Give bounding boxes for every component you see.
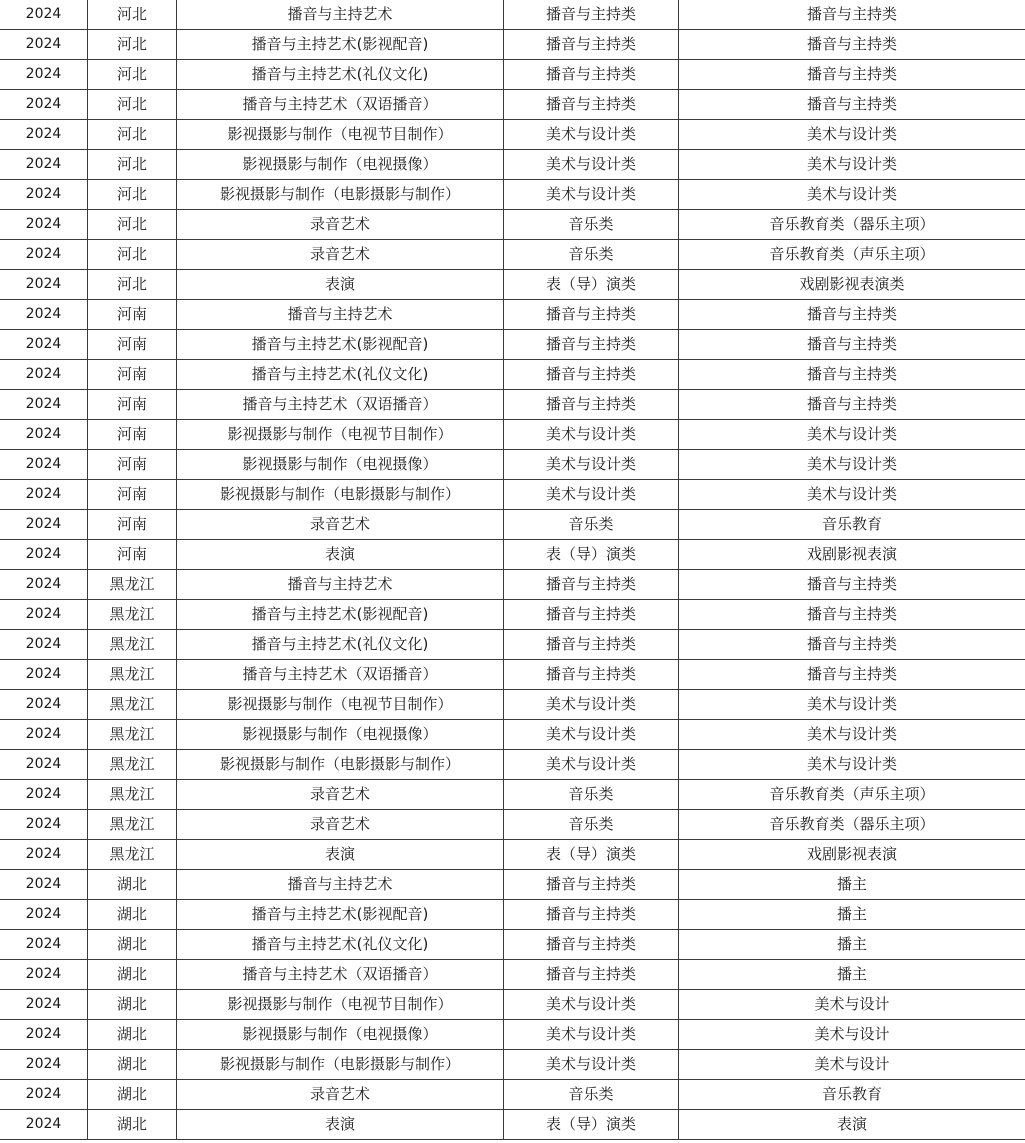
- major-cell: 录音艺术: [177, 810, 504, 840]
- exam-category-cell: 美术与设计类: [679, 480, 1025, 510]
- province-cell: 湖北: [88, 1050, 177, 1080]
- major-cell: 播音与主持艺术: [177, 570, 504, 600]
- province-cell: 黑龙江: [88, 600, 177, 630]
- province-cell: 黑龙江: [88, 570, 177, 600]
- table-row: [0, 270, 1025, 300]
- year-cell: 2024: [0, 720, 88, 750]
- province-cell: 黑龙江: [88, 660, 177, 690]
- category-cell: 美术与设计类: [504, 150, 679, 180]
- category-cell: 表（导）演类: [504, 270, 679, 300]
- major-cell: 影视摄影与制作（电影摄影与制作）: [177, 480, 504, 510]
- exam-category-cell: 美术与设计: [679, 1050, 1025, 1080]
- major-cell: 影视摄影与制作（电视节目制作）: [177, 120, 504, 150]
- major-cell: 影视摄影与制作（电影摄影与制作）: [177, 750, 504, 780]
- province-cell: 黑龙江: [88, 840, 177, 870]
- category-cell: 美术与设计类: [504, 420, 679, 450]
- major-cell: 影视摄影与制作（电影摄影与制作）: [177, 180, 504, 210]
- year-cell: 2024: [0, 1020, 88, 1050]
- category-cell: 播音与主持类: [504, 30, 679, 60]
- province-cell: 河北: [88, 210, 177, 240]
- province-cell: 河南: [88, 480, 177, 510]
- major-cell: 影视摄影与制作（电视节目制作）: [177, 690, 504, 720]
- table-row: [0, 450, 1025, 480]
- table-row: [0, 60, 1025, 90]
- major-cell: 播音与主持艺术(礼仪文化): [177, 60, 504, 90]
- table-row: [0, 870, 1025, 900]
- year-cell: 2024: [0, 510, 88, 540]
- table-row: [0, 480, 1025, 510]
- exam-category-cell: 戏剧影视表演: [679, 840, 1025, 870]
- table-row: [0, 1020, 1025, 1050]
- year-cell: 2024: [0, 480, 88, 510]
- category-cell: 美术与设计类: [504, 690, 679, 720]
- category-cell: 音乐类: [504, 1080, 679, 1110]
- table-row: [0, 900, 1025, 930]
- table-row: [0, 240, 1025, 270]
- table-row: [0, 300, 1025, 330]
- year-cell: 2024: [0, 990, 88, 1020]
- table-row: [0, 420, 1025, 450]
- province-cell: 黑龙江: [88, 630, 177, 660]
- exam-category-cell: 美术与设计: [679, 990, 1025, 1020]
- table-row: [0, 1110, 1025, 1140]
- year-cell: 2024: [0, 1050, 88, 1080]
- major-cell: 播音与主持艺术(礼仪文化): [177, 930, 504, 960]
- major-cell: 播音与主持艺术(礼仪文化): [177, 360, 504, 390]
- year-cell: 2024: [0, 30, 88, 60]
- major-cell: 录音艺术: [177, 510, 504, 540]
- table-row: [0, 660, 1025, 690]
- category-cell: 播音与主持类: [504, 930, 679, 960]
- province-cell: 河北: [88, 270, 177, 300]
- year-cell: 2024: [0, 930, 88, 960]
- province-cell: 河北: [88, 240, 177, 270]
- year-cell: 2024: [0, 540, 88, 570]
- year-cell: 2024: [0, 960, 88, 990]
- province-cell: 河北: [88, 120, 177, 150]
- table-row: [0, 930, 1025, 960]
- category-cell: 播音与主持类: [504, 390, 679, 420]
- exam-category-cell: 播音与主持类: [679, 570, 1025, 600]
- province-cell: 河南: [88, 420, 177, 450]
- province-cell: 河南: [88, 360, 177, 390]
- major-cell: 影视摄影与制作（电视摄像）: [177, 150, 504, 180]
- major-cell: 录音艺术: [177, 210, 504, 240]
- exam-category-cell: 播音与主持类: [679, 390, 1025, 420]
- table-row: [0, 720, 1025, 750]
- category-cell: 播音与主持类: [504, 570, 679, 600]
- year-cell: 2024: [0, 870, 88, 900]
- exam-category-cell: 美术与设计类: [679, 150, 1025, 180]
- year-cell: 2024: [0, 150, 88, 180]
- category-cell: 播音与主持类: [504, 870, 679, 900]
- exam-category-cell: 美术与设计类: [679, 750, 1025, 780]
- exam-category-cell: 播主: [679, 930, 1025, 960]
- exam-category-cell: 美术与设计类: [679, 450, 1025, 480]
- year-cell: 2024: [0, 1080, 88, 1110]
- exam-category-cell: 音乐教育类（声乐主项）: [679, 780, 1025, 810]
- exam-category-cell: 美术与设计类: [679, 420, 1025, 450]
- year-cell: 2024: [0, 90, 88, 120]
- major-cell: 播音与主持艺术: [177, 300, 504, 330]
- exam-category-cell: 音乐教育类（声乐主项）: [679, 240, 1025, 270]
- province-cell: 河南: [88, 450, 177, 480]
- province-cell: 黑龙江: [88, 690, 177, 720]
- category-cell: 音乐类: [504, 810, 679, 840]
- exam-category-cell: 播音与主持类: [679, 60, 1025, 90]
- year-cell: 2024: [0, 120, 88, 150]
- table-row: [0, 390, 1025, 420]
- exam-category-cell: 播主: [679, 960, 1025, 990]
- major-cell: 播音与主持艺术(礼仪文化): [177, 630, 504, 660]
- category-cell: 播音与主持类: [504, 960, 679, 990]
- major-cell: 播音与主持艺术: [177, 870, 504, 900]
- province-cell: 黑龙江: [88, 810, 177, 840]
- province-cell: 河北: [88, 0, 177, 30]
- exam-category-cell: 播音与主持类: [679, 0, 1025, 30]
- category-cell: 音乐类: [504, 210, 679, 240]
- major-cell: 影视摄影与制作（电视摄像）: [177, 450, 504, 480]
- province-cell: 河北: [88, 60, 177, 90]
- category-cell: 播音与主持类: [504, 90, 679, 120]
- category-cell: 播音与主持类: [504, 0, 679, 30]
- exam-category-cell: 播音与主持类: [679, 660, 1025, 690]
- exam-category-cell: 播音与主持类: [679, 600, 1025, 630]
- exam-category-cell: 播音与主持类: [679, 330, 1025, 360]
- table-row: [0, 1080, 1025, 1110]
- table-row: [0, 210, 1025, 240]
- major-cell: 影视摄影与制作（电视节目制作）: [177, 420, 504, 450]
- category-cell: 美术与设计类: [504, 480, 679, 510]
- major-cell: 播音与主持艺术（双语播音）: [177, 960, 504, 990]
- province-cell: 河南: [88, 510, 177, 540]
- province-cell: 湖北: [88, 990, 177, 1020]
- table-row: [0, 360, 1025, 390]
- major-cell: 表演: [177, 1110, 504, 1140]
- exam-category-cell: 美术与设计类: [679, 120, 1025, 150]
- exam-category-cell: 播主: [679, 870, 1025, 900]
- major-cell: 表演: [177, 270, 504, 300]
- year-cell: 2024: [0, 810, 88, 840]
- table-row: [0, 960, 1025, 990]
- table-row: [0, 600, 1025, 630]
- year-cell: 2024: [0, 900, 88, 930]
- major-cell: 影视摄影与制作（电视节目制作）: [177, 990, 504, 1020]
- province-cell: 黑龙江: [88, 780, 177, 810]
- exam-category-cell: 播音与主持类: [679, 300, 1025, 330]
- table-row: [0, 120, 1025, 150]
- year-cell: 2024: [0, 690, 88, 720]
- exam-category-cell: 音乐教育: [679, 1080, 1025, 1110]
- exam-category-cell: 播音与主持类: [679, 630, 1025, 660]
- year-cell: 2024: [0, 390, 88, 420]
- category-cell: 音乐类: [504, 780, 679, 810]
- year-cell: 2024: [0, 630, 88, 660]
- table-row: [0, 810, 1025, 840]
- year-cell: 2024: [0, 360, 88, 390]
- exam-category-cell: 播主: [679, 900, 1025, 930]
- category-cell: 播音与主持类: [504, 600, 679, 630]
- province-cell: 湖北: [88, 1110, 177, 1140]
- category-cell: 音乐类: [504, 510, 679, 540]
- province-cell: 湖北: [88, 870, 177, 900]
- year-cell: 2024: [0, 420, 88, 450]
- major-cell: 播音与主持艺术(影视配音): [177, 30, 504, 60]
- table-row: [0, 30, 1025, 60]
- major-cell: 录音艺术: [177, 1080, 504, 1110]
- exam-category-cell: 音乐教育类（器乐主项）: [679, 210, 1025, 240]
- category-cell: 美术与设计类: [504, 720, 679, 750]
- table-row: [0, 540, 1025, 570]
- major-cell: 录音艺术: [177, 780, 504, 810]
- province-cell: 湖北: [88, 930, 177, 960]
- exam-category-cell: 播音与主持类: [679, 90, 1025, 120]
- exam-category-cell: 戏剧影视表演类: [679, 270, 1025, 300]
- category-cell: 播音与主持类: [504, 360, 679, 390]
- major-cell: 播音与主持艺术(影视配音): [177, 600, 504, 630]
- major-cell: 播音与主持艺术（双语播音）: [177, 90, 504, 120]
- major-cell: 影视摄影与制作（电视摄像）: [177, 1020, 504, 1050]
- major-cell: 录音艺术: [177, 240, 504, 270]
- category-cell: 表（导）演类: [504, 840, 679, 870]
- table-row: [0, 990, 1025, 1020]
- category-cell: 播音与主持类: [504, 60, 679, 90]
- category-cell: 音乐类: [504, 240, 679, 270]
- major-cell: 影视摄影与制作（电影摄影与制作）: [177, 1050, 504, 1080]
- exam-category-cell: 音乐教育类（器乐主项）: [679, 810, 1025, 840]
- year-cell: 2024: [0, 450, 88, 480]
- province-cell: 河南: [88, 540, 177, 570]
- province-cell: 河南: [88, 390, 177, 420]
- province-cell: 河南: [88, 300, 177, 330]
- category-cell: 美术与设计类: [504, 1020, 679, 1050]
- exam-category-cell: 戏剧影视表演: [679, 540, 1025, 570]
- province-cell: 黑龙江: [88, 720, 177, 750]
- table-row: [0, 780, 1025, 810]
- year-cell: 2024: [0, 660, 88, 690]
- year-cell: 2024: [0, 0, 88, 30]
- province-cell: 湖北: [88, 1080, 177, 1110]
- exam-category-cell: 表演: [679, 1110, 1025, 1140]
- province-cell: 河北: [88, 30, 177, 60]
- year-cell: 2024: [0, 1110, 88, 1140]
- province-cell: 河北: [88, 150, 177, 180]
- category-cell: 播音与主持类: [504, 900, 679, 930]
- major-cell: 播音与主持艺术(影视配音): [177, 330, 504, 360]
- year-cell: 2024: [0, 780, 88, 810]
- table-row: [0, 840, 1025, 870]
- exam-category-cell: 美术与设计: [679, 1020, 1025, 1050]
- year-cell: 2024: [0, 750, 88, 780]
- year-cell: 2024: [0, 210, 88, 240]
- table-row: [0, 0, 1025, 30]
- category-cell: 播音与主持类: [504, 300, 679, 330]
- major-cell: 表演: [177, 540, 504, 570]
- major-cell: 播音与主持艺术: [177, 0, 504, 30]
- year-cell: 2024: [0, 270, 88, 300]
- major-cell: 表演: [177, 840, 504, 870]
- category-cell: 美术与设计类: [504, 990, 679, 1020]
- exam-category-cell: 美术与设计类: [679, 690, 1025, 720]
- table-row: [0, 750, 1025, 780]
- year-cell: 2024: [0, 180, 88, 210]
- major-cell: 影视摄影与制作（电视摄像）: [177, 720, 504, 750]
- table-row: [0, 630, 1025, 660]
- year-cell: 2024: [0, 840, 88, 870]
- province-cell: 河北: [88, 90, 177, 120]
- category-cell: 美术与设计类: [504, 1050, 679, 1080]
- exam-category-cell: 美术与设计类: [679, 720, 1025, 750]
- table-row: [0, 330, 1025, 360]
- table-row: [0, 1050, 1025, 1080]
- table-row: [0, 570, 1025, 600]
- table-row: [0, 690, 1025, 720]
- exam-category-cell: 音乐教育: [679, 510, 1025, 540]
- province-cell: 湖北: [88, 960, 177, 990]
- year-cell: 2024: [0, 600, 88, 630]
- exam-category-cell: 播音与主持类: [679, 360, 1025, 390]
- table-row: [0, 90, 1025, 120]
- category-cell: 播音与主持类: [504, 630, 679, 660]
- province-cell: 湖北: [88, 1020, 177, 1050]
- year-cell: 2024: [0, 570, 88, 600]
- province-cell: 湖北: [88, 900, 177, 930]
- province-cell: 河南: [88, 330, 177, 360]
- table-row: [0, 180, 1025, 210]
- table-row: [0, 510, 1025, 540]
- category-cell: 播音与主持类: [504, 330, 679, 360]
- category-cell: 表（导）演类: [504, 540, 679, 570]
- category-cell: 播音与主持类: [504, 660, 679, 690]
- category-cell: 美术与设计类: [504, 120, 679, 150]
- exam-category-cell: 美术与设计类: [679, 180, 1025, 210]
- year-cell: 2024: [0, 330, 88, 360]
- province-cell: 黑龙江: [88, 750, 177, 780]
- category-cell: 美术与设计类: [504, 450, 679, 480]
- major-cell: 播音与主持艺术（双语播音）: [177, 660, 504, 690]
- category-cell: 美术与设计类: [504, 750, 679, 780]
- year-cell: 2024: [0, 60, 88, 90]
- province-cell: 河北: [88, 180, 177, 210]
- table-row: [0, 150, 1025, 180]
- major-cell: 播音与主持艺术（双语播音）: [177, 390, 504, 420]
- year-cell: 2024: [0, 240, 88, 270]
- major-cell: 播音与主持艺术(影视配音): [177, 900, 504, 930]
- year-cell: 2024: [0, 300, 88, 330]
- category-cell: 美术与设计类: [504, 180, 679, 210]
- category-cell: 表（导）演类: [504, 1110, 679, 1140]
- exam-category-cell: 播音与主持类: [679, 30, 1025, 60]
